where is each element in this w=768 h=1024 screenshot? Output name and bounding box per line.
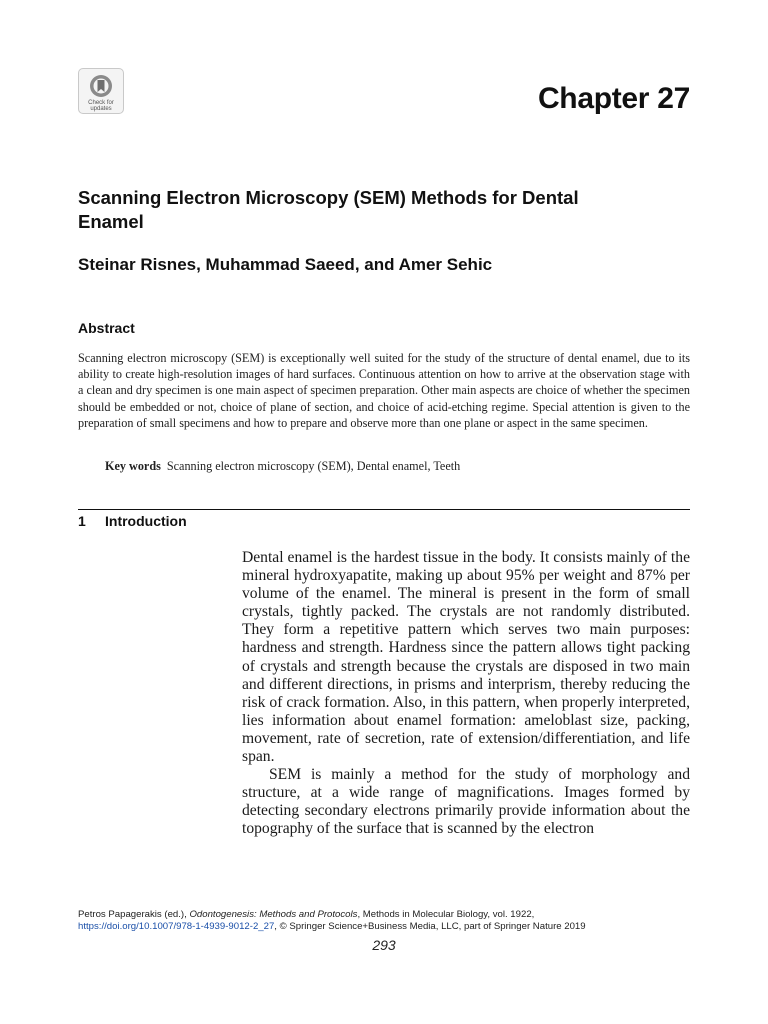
footer-book-title: Odontogenesis: Methods and Protocols	[189, 909, 358, 920]
keywords	[105, 459, 460, 474]
section-number: 1	[78, 513, 86, 529]
section-heading	[78, 513, 187, 529]
bookmark-check-icon	[88, 73, 114, 99]
keywords-label: Key words	[105, 459, 161, 473]
author-list: Steinar Risnes, Muhammad Saeed, and Amer Sehic	[78, 255, 493, 274]
footer-series: , Methods in Molecular Biology, vol. 1922,	[357, 909, 535, 920]
footer-copyright: , © Springer Science+Business Media, LLC, part of Springer Nature 2019	[274, 921, 586, 933]
keywords-text: Scanning electron microscopy (SEM), Dental enamel, Teeth	[166, 459, 461, 473]
check-for-updates-badge[interactable]	[78, 68, 124, 114]
section-title: Introduction	[105, 513, 187, 529]
doi-link[interactable]: https://doi.org/10.1007/978-1-4939-9012-2_27	[78, 921, 275, 933]
footer-editor: Petros Papagerakis (ed.),	[78, 909, 190, 920]
abstract-text: Scanning electron microscopy (SEM) is exceptionally well suited for the study of the structure of dental enamel, due to its ability to create high-resolution images of hard surfaces. Continuous attention on how to arrive at the observation stage with a clean and dry specimen is one main aspect of specimen preparation. Other main aspects are choice of whether the specimen should be embedded or not, choice of plane of section, and choice of acid-etching regime. Special attention is given to the preparation of small specimens and how to prepare and observe more than one plane or aspect in the same specimen.	[78, 351, 690, 430]
paper-title: Scanning Electron Microscopy (SEM) Methods for Dental Enamel	[78, 187, 579, 232]
citation-footer	[78, 909, 690, 934]
abstract-heading: Abstract	[78, 320, 135, 336]
badge-label: Check for updates	[88, 100, 114, 112]
paragraph: SEM is mainly a method for the study of morphology and structure, at a wide range of magnifications. Images formed by detecting secondary electrons primarily provide information about the topography of the surface that is scanned by the electron	[242, 766, 690, 838]
introduction-body	[242, 549, 690, 839]
chapter-number: Chapter 27	[537, 82, 690, 115]
page-number: 293	[372, 937, 396, 953]
section-divider	[78, 509, 690, 510]
paragraph: Dental enamel is the hardest tissue in the body. It consists mainly of the mineral hydroxyapatite, making up about 95% per weight and 87% per volume of the enamel. The mineral is present in the form of small crystals, tightly packed. The crystals are not randomly distributed. They form a repetitive pattern which serves two main purposes: hardness and strength. Hardness since the pattern allows tight packing of crystals and strength because the crystals are disposed in two main and different directions, in prisms and interprism, thereby reducing the risk of crack formation. Also, in this pattern, when properly interpreted, lies information about enamel formation: ameloblast size, packing, movement, rate of secretion, rate of extension/differentiation, and life span.	[242, 549, 690, 766]
